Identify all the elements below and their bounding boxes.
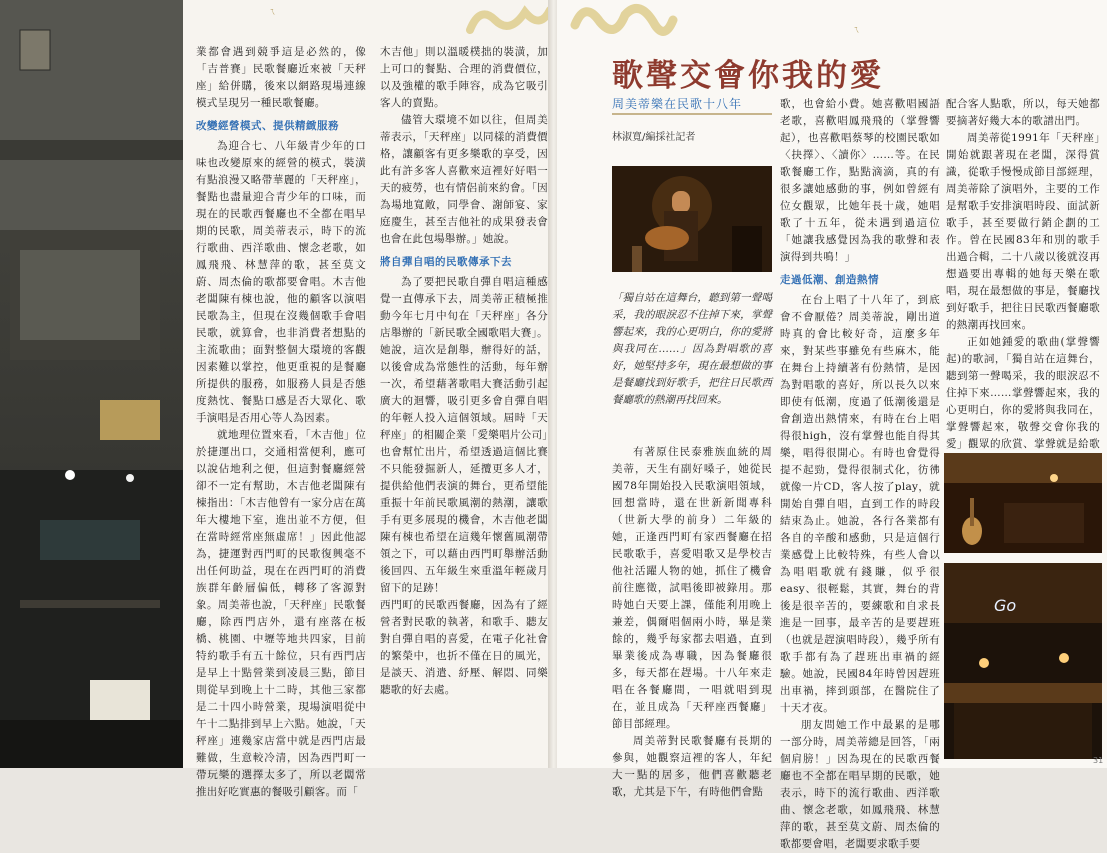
byline: 林淑寬/編採社記者 bbox=[612, 132, 696, 143]
section-subhead: 改變經營模式、提供精緻服務 bbox=[196, 120, 339, 132]
singer-photo-graphic bbox=[612, 166, 772, 272]
page-number: 31 bbox=[1093, 756, 1104, 765]
section-subhead: 將自彈自唱的民歌傳承下去 bbox=[380, 256, 512, 268]
paragraph: 在台上唱了十八年了，到底會不會厭倦？周美蒂說，剛出道時真的會比較好奇，這麼多年來，對某些事雖免有些麻木，能在舞台上持續著有份熱情，是因為對唱歌的喜好，所以長久以來即使有低潮，度過了低潮後還是會創造出熱情來，有時在台上唱得很high，沒有掌聲也能自得其樂，唱得很開心。有時也會覺得提不起勁，覺得很制式化，彷彿就像一片CD，客人按了play，就開始自彈自唱，直到工作的時段結束為止。她說，各行各業都有各自的辛酸和感動，只是這個行業感覺上比較特殊，有些人會以為唱唱歌就有錢賺，似乎很easy、很輕鬆，其實，舞台的背後是很辛苦的，要練歌和自求長進是一回事，最辛苦的是要趕班（也就是趕演唱時段），幾乎所有歌手都有為了趕班出車禍的經驗。她說，民國84年時曾因趕班出車禍，摔到頭部，在醫院住了十天才夜。 bbox=[780, 294, 940, 714]
bar-interior-photo bbox=[944, 563, 1102, 759]
paragraph: 配合客人點歌，所以，每天她都要摘著好幾大本的歌譜出門。 bbox=[946, 98, 1100, 127]
stage-guitar-photo bbox=[944, 453, 1102, 553]
left-column-1 bbox=[196, 44, 366, 798]
calligraphy-icon bbox=[565, 0, 675, 48]
page-marker-left: ㄟ bbox=[268, 7, 276, 16]
left-column-2 bbox=[380, 44, 548, 768]
calligraphy-icon bbox=[455, 0, 555, 42]
paragraph: 歌，也會給小費。她喜歡唱國語老歌，喜歡唱鳳飛飛的（掌聲響起），也喜歡唱蔡琴的校園民歌如〈抉擇〉、〈讀你〉……等。在民歌餐廳工作，點點滴滴，真的有很多讓她感動的事，例如曾經有位女觀眾，比她年長十歲，她唱歌了十五年，從未遇到過這位「她讓我感覺因為我的歌聲和表演得到共鳴！」 bbox=[780, 98, 940, 263]
right-column-3 bbox=[946, 96, 1100, 448]
paragraph: 朋友問她工作中最累的是哪一部分時，周美蒂總是回答，「兩個肩膀！」因為現在的民歌西餐廳也不全都在唱早期的民歌，她表示，時下的流行歌曲、西洋歌曲、懷念老歌，如鳳飛飛、林慧萍的歌，甚至莫文蔚、周杰倫的歌都要會唱，老闆要求歌手要 bbox=[780, 719, 940, 850]
paragraph: 儘管大環境不如以往，但周美蒂表示，「天秤座」以同樣的消費價格，讓顧客有更多樂歌的享受，因此有許多客人喜歡來這裡好好唱一天的疲勞，也有情侶前來約會。「因為場地寬敞，同學會、謝師宴、家庭慶生，甚至吉他社的成果發表會也會在此包場舉辦。」她說。 bbox=[380, 114, 548, 245]
article-title: 歌聲交會你我的愛 bbox=[612, 58, 884, 94]
paragraph: 木吉他」則以溫暖樸拙的裝潢，加上可口的餐點、合理的消費價位，以及強權的歌手陣容，成為它吸引客人的賣點。 bbox=[380, 46, 548, 109]
paragraph: 就地理位置來看，「木吉他」位於捷運出口，交通相當便利，應可以說佔地利之便，但這對餐廳經營卻不一定有幫助，木吉他老闆陳有棟指出：「木吉他曾有一家分店在萬年大樓地下室，進出並不方便，但在當時經常座無虛席！」因此他認為，捷運對西門町的民歌復興毫不出任何助益，現在在西門町的消費族群年齡層偏低，轉移了客源對象。周美蒂也說，「天秤座」民歌餐廳，除西門店外，還有座落在板橋、桃園、中壢等地共四家，目前特約歌手有五十餘位，只有西門店是早上十點營業到凌晨三點，節目則從早到晚上十二時，其他三家都是二十四小時營業，現場演唱從中午十二點排到早上六點。她說，「天秤座」連幾家店當中就是西門店最難做，生意較冷清，因為西門町一帶玩樂的選擇太多了，所以老闆常推出好吃實惠的餐吸引顧客。而「 bbox=[196, 429, 366, 798]
restaurant-interior-photo bbox=[0, 0, 183, 768]
section-subhead: 走過低潮、創造熱情 bbox=[780, 274, 879, 286]
paragraph: 周美蒂對民歌餐廳有長期的參與，她觀察這裡的客人，年紀大一點的居多，他們喜歡聽老歌，尤其是下午，有時他們會點 bbox=[612, 735, 772, 798]
singer-performance-photo bbox=[612, 166, 772, 272]
article-subtitle: 周美蒂樂在民歌十八年 bbox=[612, 97, 743, 111]
paragraph: 正如她鍾愛的歌曲(掌聲響起)的歌詞，「獨自站在這舞台，聽到第一聲喝采，我的眼淚忍不住掉下來……掌聲響起來，我的心更明白，你的愛將與我同在，掌聲響起來，敬聲交會你我的愛」觀眾的欣賞、掌聲就是給歌 bbox=[946, 336, 1100, 450]
guitar-photo-graphic bbox=[944, 453, 1102, 553]
pull-quote: 「獨自站在這舞台，聽到第一聲喝采，我的眼淚忍不住掉下來，掌聲響起來，我的心更明白，你的愛將與我同在……」因為對唱歌的喜好，她堅持多年，現在最想做的事是餐廳找到好歌手，把往日民歌西餐廳歌的熱潮再找回來。 bbox=[612, 292, 772, 406]
paragraph: 西門町的民歌西餐廳，因為有了經營者對民歌的執著，和歌手、聽友對自彈自唱的喜愛，在電子化社會的繁榮中，也折不僅在日的風光，是談天、消遣、紓壓、解悶、同樂聽歌的好去處。 bbox=[380, 599, 548, 696]
paragraph: 業都會遇到競爭這是必然的，像「吉普賽」民歌餐廳近來被「天秤座」給併購，後來以網路現場連線模式呈現另一種民歌餐廳。 bbox=[196, 46, 366, 109]
neon-sign: Go bbox=[994, 596, 1017, 615]
subtitle-rule bbox=[612, 113, 772, 115]
paragraph: 為了要把民歌自彈自唱這種感覺一直傳承下去，周美蒂正積極推動今年七月中旬在「天秤座」各分店舉辦的「新民歌全國歌唱大賽」。她說，這次是創舉，辦得好的話，以後會成為常態性的活動，每年辦一次，希望藉著歌唱大賽活動引起廣大的迴響，吸引更多會自彈自唱的年輕人投入這個領域。屆時「天秤座」的相關企業「愛樂唱片公司」也會幫忙出片，希望透過這個比賽不只能發掘新人，延攬更多人才，提供給他們表演的舞台，更希望能重振十年前民歌風潮的熱潮，讓歌手有更多展現的機會，木吉他老闆陳有棟也希望在這幾年懷舊風潮帶領之下，可以藉由西門町舉辦活動後回四、五年級生來重溫年輕歲月留下的足跡！ bbox=[380, 276, 548, 594]
right-column-1-bottom bbox=[612, 444, 772, 798]
decorative-calligraphy-left bbox=[455, 0, 555, 42]
decorative-calligraphy-right bbox=[565, 0, 675, 48]
paragraph: 有著原住民泰雅族血統的周美蒂，天生有副好嗓子，她從民國78年開始投入民歌演唱領域，回想當時，還在世新新聞專科（世新大學的前身）二年級的她，正逢西門町有家西餐廳在招民歌歌手，喜愛唱歌又是學校吉他社活躍人物的她，抓住了機會前往應徵，試唱後即被錄用。那時她白天要上課，僅能利用晚上兼差，偶爾唱個兩小時，畢是業餘的，幾乎每家都去唱過，直到畢業後成為專職，因為餐廳很多，每天都在趕場。十八年來走唱在各餐廳間，一唱就唱到現在，並且成為「天秤座西餐廳」節目部經理。 bbox=[612, 446, 772, 730]
paragraph: 為迎合七、八年級青少年的口味也改變原來的經營的模式，裝潢有點浪漫又略帶華麗的「天秤座」，餐點也盡量迎合青少年的口味，而現在的民歌西餐廳也不全都在唱早期的民歌，周美蒂表示，時下的流行歌曲、西洋歌曲、懷念老歌，如鳳飛飛、林慧萍的歌，甚至莫文蔚、周杰倫的歌都要會唱。木吉他老闆陳有棟也說，他的顧客以演唱民歌為主，但現在沒幾個歌手會唱民歌，就算會，也非消費者想點的主流歌曲；面對整個大環境的客觀因素難以掌控，他更重視的是餐廳所提供的服務，如服務人員是否態度熱忱、餐點口感是否大眾化、歌手演唱是否用心等人為因素。 bbox=[196, 140, 366, 424]
paragraph: 周美蒂從1991年「天秤座」開始就跟著現在老闆，深得賞識，從歌手慢慢成節目部經理，周美蒂除了演唱外，主要的工作是幫歌手安排演唱時段、面試新歌手，甚至要做行銷企劃的工作。曾在民國83年和別的歌手出過合輯，二十八歲以後就沒再想過要出專輯的她每天樂在歌唱，現在最想做的事是，餐廳找到好歌手，把往日民歌西餐廳歌的熱潮再找回來。 bbox=[946, 132, 1100, 331]
page-marker-right: ㄟ bbox=[852, 25, 860, 34]
bar-photo-graphic bbox=[944, 563, 1102, 759]
right-column-2 bbox=[780, 96, 940, 850]
interior-photo-graphic bbox=[0, 0, 183, 768]
